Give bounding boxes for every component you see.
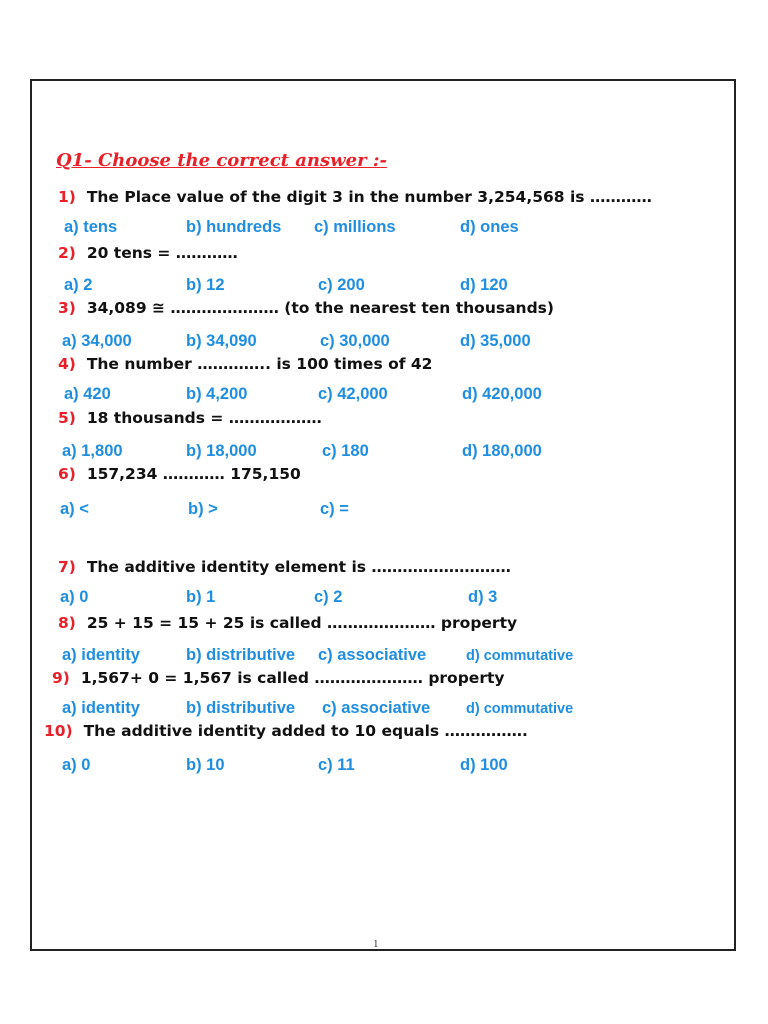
question-5 [58, 409, 322, 427]
page-number: 1 [373, 938, 379, 950]
question-4 [58, 355, 432, 373]
option-b: b) 12 [186, 276, 225, 294]
option-a: a) 34,000 [62, 332, 132, 350]
option-d: d) commutative [466, 701, 574, 717]
option-a: a) tens [64, 218, 118, 236]
question-9 [52, 669, 504, 687]
question-6 [58, 465, 301, 483]
question-text: 25 + 15 = 15 + 25 is called ………………… property [86, 614, 518, 632]
question-number: 5) [58, 409, 76, 427]
option-c: c) 200 [318, 276, 365, 294]
question-number: 3) [58, 299, 76, 317]
question-text: 34,089 ≅ ………………… (to the nearest ten thousands) [86, 299, 554, 317]
option-c: c) = [320, 500, 349, 518]
question-8 [58, 614, 517, 632]
question-text: The number ………….. is 100 times of 42 [86, 355, 433, 373]
question-number: 8) [58, 614, 76, 632]
question-2 [58, 244, 238, 262]
option-a: a) identity [62, 646, 140, 664]
option-a: a) < [60, 500, 89, 518]
question-7 [58, 558, 511, 576]
question-text: 1,567+ 0 = 1,567 is called ………………… property [80, 669, 505, 687]
option-c: c) 42,000 [318, 385, 388, 403]
option-b: b) hundreds [186, 218, 282, 236]
option-d: d) commutative [466, 648, 574, 664]
option-c: c) associative [322, 699, 431, 717]
question-3 [58, 299, 554, 317]
option-d: d) ones [460, 218, 519, 236]
question-number: 10) [44, 722, 73, 740]
option-a: a) 0 [62, 756, 91, 774]
option-a: a) identity [62, 699, 140, 717]
question-number: 2) [58, 244, 76, 262]
question-text: 20 tens = ………… [86, 244, 238, 262]
section-heading: Q1- Choose the correct answer :- [56, 150, 387, 171]
option-b: b) 18,000 [186, 442, 257, 460]
option-b: b) 10 [186, 756, 225, 774]
option-d: d) 100 [460, 756, 508, 774]
option-b: b) distributive [186, 646, 296, 664]
question-text: The additive identity added to 10 equals ……………. [83, 722, 528, 740]
option-b: b) 4,200 [186, 385, 248, 403]
question-number: 6) [58, 465, 76, 483]
option-a: a) 0 [60, 588, 89, 606]
option-c: c) millions [314, 218, 396, 236]
option-b: b) 1 [186, 588, 216, 606]
option-d: d) 180,000 [462, 442, 542, 460]
option-c: c) 11 [318, 756, 355, 774]
option-c: c) 180 [322, 442, 369, 460]
option-a: a) 420 [64, 385, 111, 403]
option-c: c) 2 [314, 588, 343, 606]
option-d: d) 3 [468, 588, 498, 606]
worksheet-page [30, 79, 736, 951]
option-a: a) 2 [64, 276, 93, 294]
option-a: a) 1,800 [62, 442, 123, 460]
question-number: 4) [58, 355, 76, 373]
question-number: 1) [58, 188, 76, 206]
option-b: b) 34,090 [186, 332, 257, 350]
question-1 [58, 188, 652, 206]
option-b: b) > [188, 500, 218, 518]
option-c: c) associative [318, 646, 427, 664]
question-text: The Place value of the digit 3 in the number 3,254,568 is ………… [86, 188, 652, 206]
option-d: d) 420,000 [462, 385, 542, 403]
question-text: The additive identity element is ……………………… [86, 558, 511, 576]
option-d: d) 35,000 [460, 332, 531, 350]
option-c: c) 30,000 [320, 332, 390, 350]
question-number: 9) [52, 669, 70, 687]
question-10 [44, 722, 528, 740]
question-text: 18 thousands = ……………… [86, 409, 322, 427]
question-text: 157,234 ………… 175,150 [86, 465, 301, 483]
question-number: 7) [58, 558, 76, 576]
option-d: d) 120 [460, 276, 508, 294]
option-b: b) distributive [186, 699, 296, 717]
